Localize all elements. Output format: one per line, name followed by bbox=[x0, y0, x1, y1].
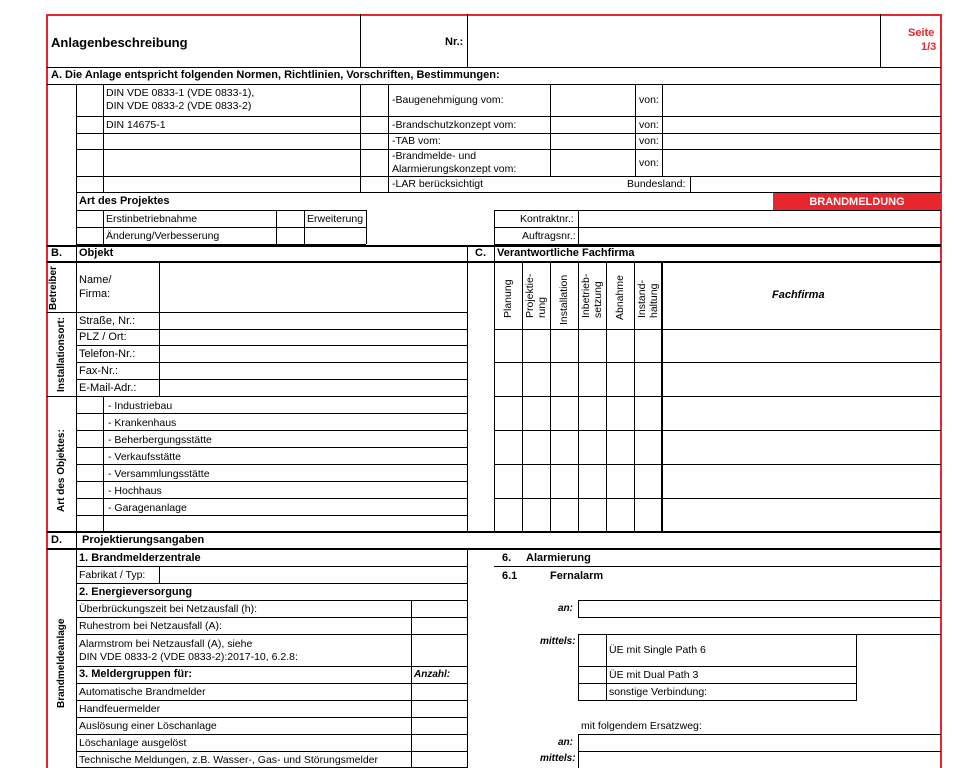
divider bbox=[411, 600, 412, 768]
divider bbox=[76, 481, 467, 482]
divider bbox=[578, 634, 579, 700]
divider bbox=[494, 210, 941, 211]
divider bbox=[76, 617, 467, 618]
form-title: Anlagenbeschreibung bbox=[51, 35, 188, 50]
divider bbox=[578, 734, 579, 768]
checkbox-single-path[interactable] bbox=[584, 640, 600, 662]
divider bbox=[662, 84, 663, 176]
melder-loeschanlage-ausloesung: Auslösung einer Löschanlage bbox=[79, 720, 217, 732]
divider bbox=[366, 210, 367, 244]
divider bbox=[606, 263, 607, 531]
divider bbox=[76, 345, 467, 346]
divider bbox=[661, 263, 663, 531]
col-planung: Planung bbox=[502, 279, 514, 318]
strasse-label: Straße, Nr.: bbox=[79, 315, 136, 327]
lar-label: -LAR berücksichtigt bbox=[392, 178, 484, 190]
an2-label: an: bbox=[558, 737, 573, 748]
divider bbox=[578, 734, 941, 735]
checkbox-dual-path[interactable] bbox=[584, 668, 600, 680]
brandmelde-label: -Brandmelde- und bbox=[392, 150, 477, 162]
type-versammlungsstaette: - Versammlungsstätte bbox=[108, 468, 210, 480]
divider bbox=[76, 634, 467, 635]
zentrale-title: 1. Brandmelderzentrale bbox=[79, 552, 201, 564]
nr-label: Nr.: bbox=[445, 36, 464, 48]
ueberbrueckungszeit-label: Überbrückungszeit bei Netzausfall (h): bbox=[79, 603, 257, 615]
divider bbox=[494, 329, 941, 330]
divider bbox=[494, 498, 941, 499]
brandschutzkonzept-label: -Brandschutzkonzept vom: bbox=[392, 119, 517, 131]
divider bbox=[578, 683, 857, 684]
divider bbox=[467, 550, 468, 768]
checkbox-erweiterung[interactable] bbox=[282, 212, 298, 224]
col-projektierung-1: Projektie- bbox=[524, 273, 536, 318]
page-number: 1/3 bbox=[921, 41, 937, 53]
divider bbox=[76, 362, 467, 363]
section-c-title: Verantwortliche Fachfirma bbox=[497, 247, 635, 259]
col-installation: Installation bbox=[558, 274, 570, 325]
path-sonstige: sonstige Verbindung: bbox=[609, 686, 708, 698]
type-krankenhaus: - Krankenhaus bbox=[108, 417, 177, 429]
divider bbox=[276, 210, 277, 244]
col-inbetriebsetzung-2: setzung bbox=[592, 281, 604, 318]
divider bbox=[494, 430, 941, 431]
auftragsnr-label: Auftragsnr.: bbox=[522, 230, 576, 242]
divider bbox=[76, 379, 467, 380]
divider bbox=[47, 396, 467, 397]
divider bbox=[76, 515, 467, 516]
divider bbox=[76, 430, 467, 431]
type-garagenanlage: - Garagenanlage bbox=[108, 502, 187, 514]
divider bbox=[76, 413, 467, 414]
divider bbox=[606, 634, 607, 700]
divider bbox=[76, 133, 941, 134]
divider bbox=[76, 666, 467, 667]
divider bbox=[494, 210, 495, 244]
norm-1: DIN VDE 0833-1 (VDE 0833-1), bbox=[106, 87, 255, 99]
col-inbetriebsetzung-1: Inbetrieb- bbox=[580, 273, 592, 318]
divider bbox=[578, 751, 941, 752]
divider bbox=[76, 700, 467, 701]
checkbox-aenderung[interactable] bbox=[84, 229, 98, 241]
von-label: von: bbox=[639, 135, 659, 147]
divider bbox=[578, 600, 941, 601]
name-label: Name/ bbox=[79, 274, 112, 286]
col-abnahme: Abnahme bbox=[614, 275, 626, 320]
melder-title: 3. Meldergruppen für: bbox=[79, 668, 193, 680]
divider bbox=[76, 176, 941, 177]
divider bbox=[103, 210, 104, 244]
alarmierung-title: Alarmierung bbox=[526, 552, 591, 564]
col-instandhaltung-2: haltung bbox=[648, 283, 660, 318]
fernalarm-title: Fernalarm bbox=[550, 570, 604, 582]
divider bbox=[76, 447, 467, 448]
divider bbox=[578, 600, 579, 617]
option-erstinbetriebnahme: Erstinbetriebnahme bbox=[106, 213, 198, 225]
divider bbox=[47, 67, 941, 68]
divider bbox=[578, 700, 857, 701]
divider bbox=[76, 566, 467, 567]
firma-label: Firma: bbox=[79, 288, 111, 300]
an-label: an: bbox=[558, 603, 573, 614]
divider bbox=[578, 210, 579, 244]
installationsort-label: Installationsort: bbox=[56, 316, 67, 392]
divider bbox=[76, 210, 366, 211]
alarmierung-num: 6. bbox=[502, 552, 512, 564]
divider bbox=[76, 329, 467, 330]
checkbox-erstinbetriebnahme[interactable] bbox=[84, 212, 98, 224]
divider bbox=[76, 245, 77, 531]
divider bbox=[494, 464, 941, 465]
von-label: von: bbox=[639, 157, 659, 169]
divider bbox=[76, 751, 467, 752]
norm-3: DIN 14675-1 bbox=[106, 119, 166, 131]
divider bbox=[494, 566, 941, 567]
divider bbox=[494, 227, 941, 228]
divider bbox=[76, 498, 467, 499]
divider bbox=[467, 245, 468, 531]
divider bbox=[47, 548, 941, 550]
baugenehmigung-label: -Baugenehmigung vom: bbox=[392, 94, 504, 106]
divider bbox=[578, 634, 941, 635]
telefon-label: Telefon-Nr.: bbox=[79, 348, 136, 360]
section-b-title: Objekt bbox=[79, 247, 114, 259]
norm-2: DIN VDE 0833-2 (VDE 0833-2) bbox=[106, 100, 252, 112]
divider bbox=[304, 210, 305, 244]
fachfirma-label: Fachfirma bbox=[772, 289, 825, 301]
divider bbox=[494, 362, 941, 363]
type-verkaufsstaette: - Verkaufsstätte bbox=[108, 451, 181, 463]
alarmstrom-label-1: Alarmstrom bei Netzausfall (A), siehe bbox=[79, 638, 253, 650]
divider bbox=[467, 14, 468, 67]
divider bbox=[634, 263, 635, 531]
type-beherbergung: - Beherbergungsstätte bbox=[108, 434, 212, 446]
melder-automatisch: Automatische Brandmelder bbox=[79, 686, 206, 698]
divider bbox=[635, 84, 636, 176]
divider bbox=[360, 14, 361, 67]
option-aenderung: Änderung/Verbesserung bbox=[106, 230, 220, 242]
section-a-title: A. Die Anlage entspricht folgenden Normen, Richtlinien, Vorschriften, Bestimmungen: bbox=[51, 69, 500, 81]
ruhestrom-label: Ruhestrom bei Netzausfall (A): bbox=[79, 620, 222, 632]
section-b-letter: B. bbox=[51, 247, 62, 259]
von-label: von: bbox=[639, 119, 659, 131]
melder-loeschanlage-ausgeloest: Löschanlage ausgelöst bbox=[79, 737, 187, 749]
divider bbox=[578, 263, 579, 531]
divider bbox=[856, 634, 857, 700]
divider bbox=[76, 734, 467, 735]
bundesland-label: Bundesland: bbox=[627, 178, 686, 190]
energie-title: 2. Energieversorgung bbox=[79, 586, 193, 598]
projekt-title: Art des Projektes bbox=[79, 195, 170, 207]
divider bbox=[159, 566, 160, 583]
divider bbox=[76, 717, 467, 718]
path-single: ÜE mit Single Path 6 bbox=[609, 644, 706, 656]
melder-technisch: Technische Meldungen, z.B. Wasser-, Gas- und Störungsmelder bbox=[79, 754, 378, 766]
plz-label: PLZ / Ort: bbox=[79, 331, 127, 343]
alarmierungskonzept-label: Alarmierungskonzept vom: bbox=[392, 163, 517, 175]
divider bbox=[76, 192, 77, 244]
divider bbox=[47, 84, 941, 85]
divider bbox=[76, 464, 467, 465]
option-erweiterung: Erweiterung bbox=[307, 213, 364, 225]
divider bbox=[76, 583, 467, 584]
brandmeldung-badge: BRANDMELDUNG bbox=[773, 193, 941, 211]
betreiber-label: Betreiber : bbox=[48, 259, 59, 310]
melder-hand: Handfeuermelder bbox=[79, 703, 161, 715]
col-projektierung-2: rung bbox=[536, 296, 548, 318]
divider bbox=[47, 312, 467, 313]
divider bbox=[76, 600, 467, 601]
mittels-label: mittels: bbox=[540, 636, 576, 647]
anzahl-label: Anzahl: bbox=[414, 669, 451, 680]
divider bbox=[578, 666, 857, 667]
section-d-title: Projektierungsangaben bbox=[82, 534, 205, 546]
mittels2-label: mittels: bbox=[540, 753, 576, 764]
art-des-objektes-label: Art des Objektes: bbox=[56, 429, 67, 512]
section-c-letter: C. bbox=[475, 247, 486, 259]
col-instandhaltung-1: Instand- bbox=[636, 280, 648, 318]
fax-label: Fax-Nr.: bbox=[79, 365, 119, 377]
divider bbox=[550, 84, 551, 176]
alarmstrom-label-2: DIN VDE 0833-2 (VDE 0833-2):2017-10, 6.2.8: bbox=[79, 651, 298, 663]
divider bbox=[47, 531, 941, 533]
brandmeldeanlage-label: Brandmeldeanlage bbox=[56, 618, 67, 708]
divider bbox=[76, 149, 941, 150]
divider bbox=[76, 116, 941, 117]
divider bbox=[494, 245, 495, 531]
divider bbox=[494, 396, 941, 397]
divider bbox=[76, 683, 467, 684]
type-industriebau: - Industriebau bbox=[108, 400, 173, 412]
type-hochhaus: - Hochhaus bbox=[108, 485, 162, 497]
divider bbox=[578, 617, 941, 618]
ersatzweg-label: mit folgendem Ersatzweg: bbox=[581, 720, 702, 732]
von-label: von: bbox=[639, 94, 659, 106]
email-label: E-Mail-Adr.: bbox=[79, 382, 137, 394]
tab-label: -TAB vom: bbox=[392, 135, 441, 147]
divider bbox=[880, 14, 881, 67]
divider bbox=[550, 263, 551, 531]
kontraktnr-label: Kontraktnr.: bbox=[520, 213, 574, 225]
divider bbox=[690, 176, 691, 192]
fabrikat-label: Fabrikat / Typ: bbox=[79, 569, 146, 581]
section-d-letter: D. bbox=[51, 534, 62, 546]
page-label: Seite bbox=[908, 27, 935, 39]
divider bbox=[76, 227, 366, 228]
fernalarm-num: 6.1 bbox=[502, 570, 518, 582]
divider bbox=[522, 263, 523, 531]
checkbox-sonstige[interactable] bbox=[584, 685, 600, 697]
path-dual: ÜE mit Dual Path 3 bbox=[609, 669, 699, 681]
